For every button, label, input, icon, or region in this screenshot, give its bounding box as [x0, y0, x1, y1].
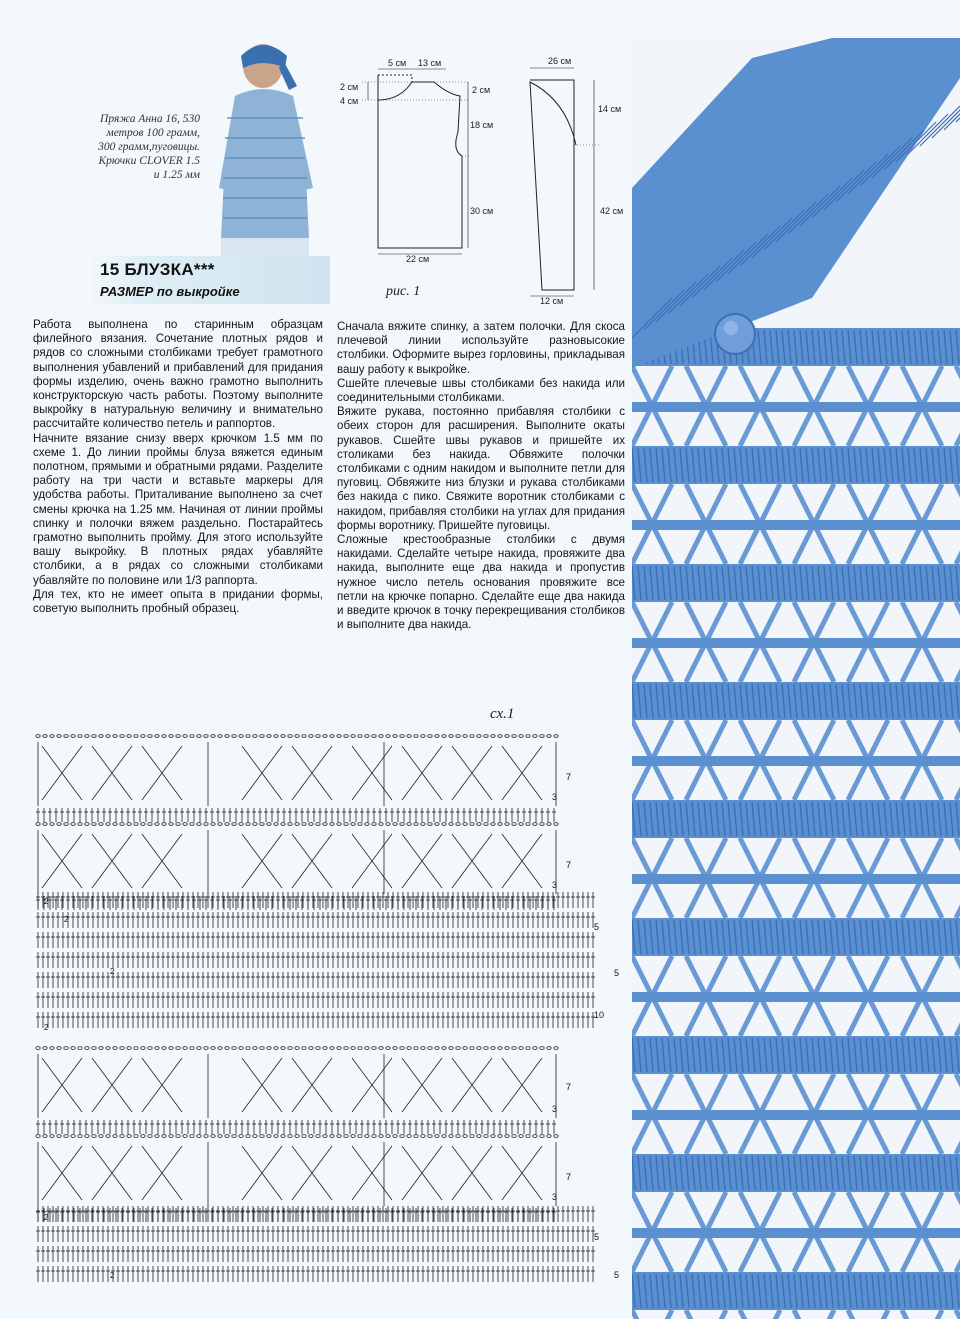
front-top-b: 13 см — [418, 58, 442, 68]
stitch-count-label: 2 — [64, 915, 69, 924]
front-left-b: 4 см — [340, 96, 359, 106]
stitch-count-label: 2 — [110, 1271, 115, 1280]
repeat-label: 5 — [594, 922, 600, 932]
repeat-label: 10 — [594, 1010, 605, 1020]
paragraph: Для тех, кто не имеет опыта в придании формы, советую выполнить пробный образец. — [33, 587, 323, 616]
repeat-label: 7 — [566, 1172, 572, 1182]
repeat-label: 3 — [552, 1104, 558, 1114]
front-right-c: 30 см — [470, 206, 494, 216]
front-left-a: 2 см — [340, 82, 359, 92]
stitch-count-label: 2 — [44, 897, 49, 906]
repeat-label: 5 — [614, 968, 620, 978]
page-subtitle: РАЗМЕР по выкройке — [100, 284, 240, 299]
yarn-line: метров 100 грамм, — [106, 127, 200, 139]
sleeve-top: 26 см — [548, 56, 572, 66]
button-detail — [715, 314, 755, 354]
yarn-line: Крючки CLOVER 1.5 — [98, 155, 200, 167]
crochet-detail-photo — [632, 38, 960, 1319]
paragraph: Сложные крестообразные столбики с двумя накидами. Сделайте четыре накида, провяжите два накида, выполните еще два накида и пропустив нужное число петель основания провяжите все петли на крючке попарно. Сделайте еще два накида и введите крючок в точку перекрещивания столбиков и выполните два накида. — [337, 533, 625, 632]
paragraph: Сначала вяжите спинку, а затем полочки. Для скоса плечевой линии используйте разновысокие столбики. Оформите вырез горловины, прикладывая вашу работу к выкройке. — [337, 320, 625, 376]
page-title: 15 БЛУЗКА*** — [100, 260, 215, 279]
stitch-count-label: 2 — [110, 967, 115, 976]
paragraph: Сшейте плечевые швы столбиками без накида или соединительными столбиками. — [337, 376, 625, 405]
sleeve-bottom: 12 см — [540, 296, 564, 306]
front-right-b: 18 см — [470, 120, 494, 130]
paragraph: Работа выполнена по старинным образцам филейного вязания. Сочетание плотных рядов и рядов со сложными столбиками требует грамотного выполнения убавлений и прибавлений для придания формы изделию, очень важно грамотно выполнить конструкторскую часть работы. Поэтому выполните выкройку в натуральную величину и внимательно рассчитайте количество петель и раппортов. — [33, 318, 323, 431]
repeat-label: 7 — [566, 860, 572, 870]
repeat-label: 5 — [594, 1232, 600, 1242]
yarn-line: и 1.25 мм — [153, 169, 200, 181]
sleeve-right-b: 42 см — [600, 206, 624, 216]
yarn-line: 300 грамм,пуговицы. — [98, 141, 200, 153]
sleeve-right-a: 14 см — [598, 104, 622, 114]
front-bottom: 22 см — [406, 254, 430, 264]
paragraph: Вяжите рукава, постоянно прибавляя столбики с обеих сторон для расширения. Выполните окаты рукавов. Сшейте швы рукавов и пришейте их столиками без накида. Обвяжите полочки столбиками с одним накидом и выполните петли для пуговиц. Обвяжите низ блузки и рукава столбиками без накида с пико. Свяжите воротник столбиками с накидом, прибавляя столбики на углах для придания формы воротнику. Пришейте пуговицы. — [337, 405, 625, 532]
chart-caption: сх.1 — [490, 706, 515, 722]
repeat-label: 5 — [614, 1270, 620, 1280]
diagram-caption: рис. 1 — [386, 284, 421, 299]
repeat-label: 3 — [552, 1192, 558, 1202]
stitch-count-label: 2 — [44, 1213, 49, 1222]
stitch-count-label: 2 — [44, 1023, 49, 1032]
repeat-label: 7 — [566, 1082, 572, 1092]
repeat-label: 3 — [552, 880, 558, 890]
repeat-label: 3 — [552, 792, 558, 802]
paragraph: Начните вязание снизу вверх крючком 1.5 мм по схеме 1. До линии проймы блуза вяжется единым полотном, прямыми и обратными рядами. Разделите работу на три части и вставьте маркеры для удобства работы. Приталивание выполнено за счет смены крючка на 1.25 мм. Начиная от линии проймы спинку и полочки вяжем раздельно. Постарайтесь грамотно выполнить пройму. Для этого используйте вашу выкройку. В плотных рядах убавляйте столбики, а в рядах со сложными столбиками убавляйте по половине или 1/3 раппорта. — [33, 431, 323, 587]
front-top-a: 5 см — [388, 58, 407, 68]
repeat-label: 7 — [566, 772, 572, 782]
yarn-line: Пряжа Анна 16, 530 — [100, 113, 200, 125]
front-right-a: 2 см — [472, 85, 491, 95]
